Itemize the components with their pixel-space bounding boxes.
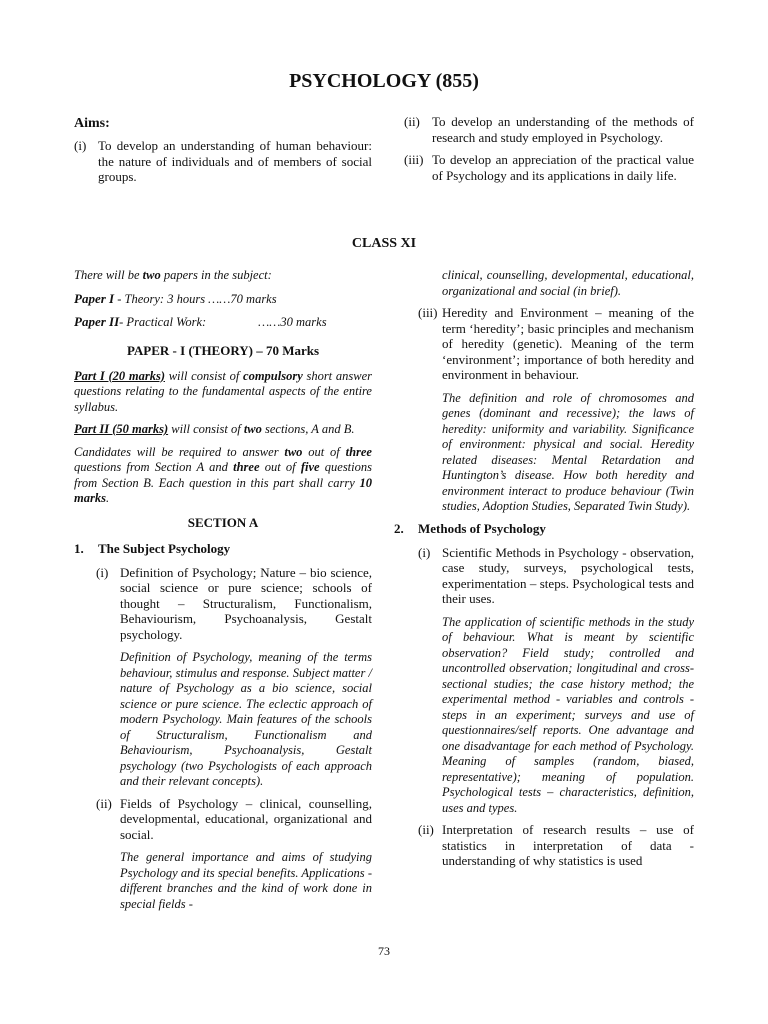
subtopic-text: Scientific Methods in Psychology - observation, case study, surveys, psychological tests, experimentation – steps. Psychological tests and their uses. xyxy=(442,544,694,606)
text-run-bold: 10 marks xyxy=(74,475,372,505)
page-number: 73 xyxy=(378,944,390,958)
text-run: There will be xyxy=(74,268,143,282)
text-run: questions from Section A and xyxy=(74,460,234,474)
aims-heading: Aims: xyxy=(74,116,110,131)
part2-paragraph xyxy=(74,422,372,438)
aim-text: To develop an understanding of the methods of research and study employed in Psychology. xyxy=(432,114,694,145)
aim-text: To develop an understanding of human behaviour: the nature of individuals and of members of social groups. xyxy=(98,138,372,184)
text-run: Candidates will be required to answer xyxy=(74,444,285,459)
text-run-bold: five xyxy=(300,460,320,474)
part1-paragraph xyxy=(74,369,372,416)
text-run: will consist of xyxy=(168,422,244,436)
text-run: out of xyxy=(302,444,346,459)
topic-heading xyxy=(74,541,372,557)
topic-number: 2. xyxy=(394,520,404,536)
subtopic xyxy=(418,305,694,383)
page-title: PSYCHOLOGY (855) xyxy=(289,70,479,92)
subtopic-text: Definition of Psychology; Nature – bio science, social science or pure science; schools of thought – Structuralism, Functionalism, Behaviourism, Psychoanalysis, Gestalt psychology. xyxy=(120,564,372,642)
subtopic-text: Heredity and Environment – meaning of the term ‘heredity’; basic principles and mechanism of heredity (genetic). Meaning of the term ‘environment’; importance of both heredity and environment in behaviour. xyxy=(442,305,694,382)
subtopic-description: Definition of Psychology, meaning of the terms behaviour, stimulus and response. Subject matter / nature of Psychology as a bio science, social science or pure science. The eclectic approach of modern Psychology. Main features of the schools of Structuralism, Functionalism and Behaviourism, Psychoanalysis, Gestalt psychology (two Psychologists of each approach and their relevant concepts). xyxy=(120,650,372,788)
subtopic-description: The application of scientific methods in the study of behaviour. What is meant by scientific observation? Field study; controlled and uncontrolled observation; longitudinal and cross-sectional studies; the case history method; the experimental method - variables and controls - steps in an experiment; surveys and use of questionnaires/self reports. One advantage and one disadvantage for each method of Psychology. Meaning of samples (random, biased, representative); meaning of population. Psychological tests – characteristics, definition, uses and types. xyxy=(442,614,694,815)
text-run: papers in the subject: xyxy=(160,268,272,282)
part2-label: Part II (50 marks) xyxy=(74,422,169,436)
subtopic xyxy=(418,822,694,869)
aim-item xyxy=(404,114,694,145)
topic-title: Methods of Psychology xyxy=(418,520,546,536)
subtopic-number: (i) xyxy=(418,544,431,560)
aim-number: (iii) xyxy=(404,152,424,167)
aim-item xyxy=(74,138,372,185)
paper2-marks: ……30 marks xyxy=(258,315,327,329)
subtopic xyxy=(418,545,694,607)
part1-label: Part I (20 marks) xyxy=(74,368,165,383)
paper1-heading: PAPER - I (THEORY) – 70 Marks xyxy=(126,342,320,358)
text-run-bold: two xyxy=(284,444,303,459)
subtopic-description: The general importance and aims of studying Psychology and its special benefits. Applications - different branches and the kind of work done in special fields - xyxy=(120,850,372,911)
text-run: short answer questions relating to the fundamental aspects of the entire syllabus. xyxy=(74,368,372,414)
right-body-column xyxy=(394,268,694,877)
subtopic xyxy=(96,565,372,643)
text-run-bold: compulsory xyxy=(243,368,303,383)
class-heading: CLASS XI xyxy=(351,236,417,251)
left-body-column xyxy=(74,268,372,918)
subtopic xyxy=(96,796,372,843)
text-run: . xyxy=(105,491,110,505)
subtopic-description-continued: clinical, counselling, developmental, educational, organizational and social (in brief). xyxy=(442,268,694,298)
topic-title: The Subject Psychology xyxy=(98,540,231,556)
section-a-heading: SECTION A xyxy=(187,514,259,530)
subtopic-text: Interpretation of research results – use of statistics in interpretation of data - understanding of why statistics is used xyxy=(442,822,694,868)
candidates-paragraph xyxy=(74,445,372,507)
paper2-label: Paper II xyxy=(74,314,120,329)
subtopic-number: (i) xyxy=(96,564,109,580)
text-run: will consist of xyxy=(164,368,244,383)
aims-left-column xyxy=(74,138,372,192)
aim-item xyxy=(404,152,694,183)
topic-number: 1. xyxy=(74,540,84,556)
aim-number: (i) xyxy=(74,138,87,153)
text-run: sections, A and B. xyxy=(261,422,355,436)
text-run-bold: three xyxy=(345,444,372,459)
subtopic-description: The definition and role of chromosomes and genes (dominant and recessive); the laws of heredity: uniformity and variability. Significance of environment: physical and social. Heredity related diseases: Mental Retardation and Huntington’s disease. How both heredity and environment interact to produce behaviour (Twin studies, Adoption Studies, Separated Twin Study). xyxy=(442,390,694,513)
subtopic-number: (ii) xyxy=(96,795,112,811)
text-run: out of xyxy=(259,460,301,474)
paper1-text: - Theory: 3 hours ……70 marks xyxy=(114,291,277,306)
paper1-line xyxy=(74,291,372,308)
aims-right-column xyxy=(404,114,694,190)
text-run-bold: two xyxy=(243,422,262,436)
text-run: questions from Section B. Each question in this part shall carry xyxy=(74,460,372,490)
text-run-bold: three xyxy=(233,460,260,474)
subtopic-text: Fields of Psychology – clinical, counselling, developmental, educational, organizational and social. xyxy=(120,795,372,842)
aim-text: To develop an appreciation of the practical value of Psychology and its applications in daily life. xyxy=(432,152,694,183)
papers-intro xyxy=(74,268,372,284)
paper2-line xyxy=(74,314,372,331)
text-run-bold: two xyxy=(142,268,161,282)
subtopic-number: (ii) xyxy=(418,822,434,837)
aim-number: (ii) xyxy=(404,114,420,129)
subtopic-number: (iii) xyxy=(418,305,438,320)
paper2-text: - Practical Work: xyxy=(119,315,207,329)
topic-heading xyxy=(394,521,694,537)
paper1-label: Paper I xyxy=(74,290,115,306)
